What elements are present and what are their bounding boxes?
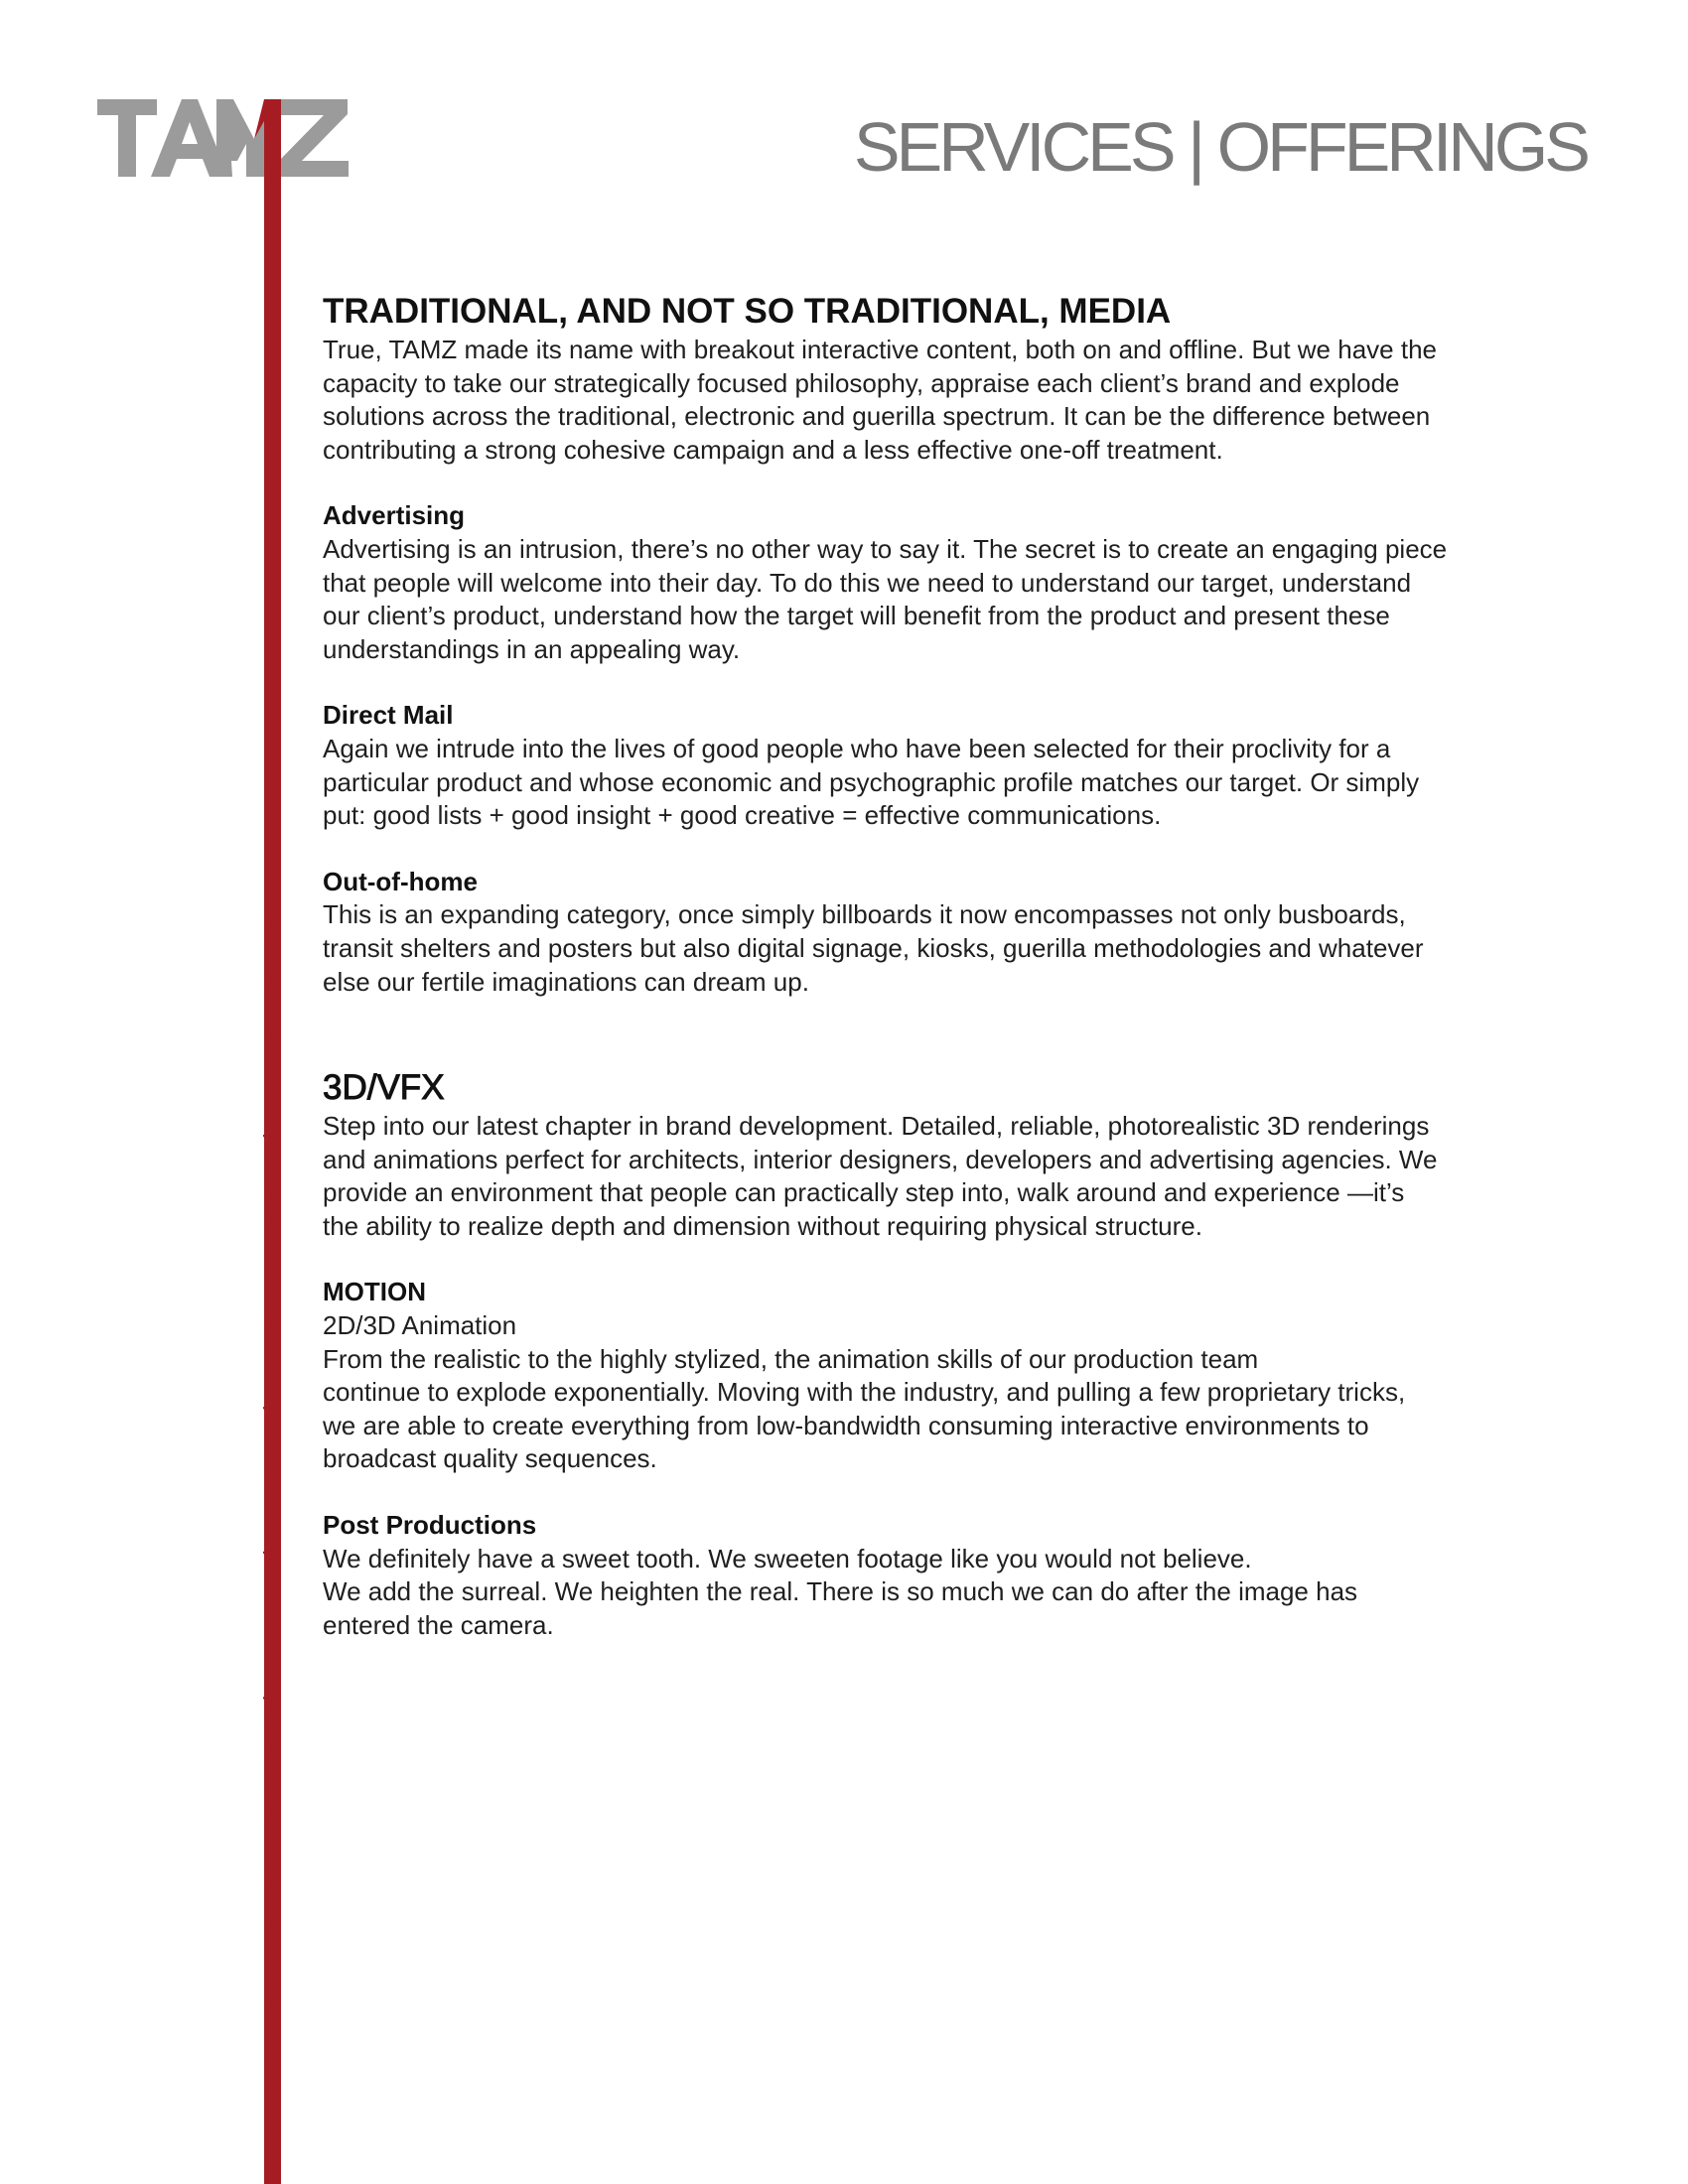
traditional-intro-line: capacity to take our strategically focused philosophy, appraise each client’s brand and explode (323, 367, 1400, 398)
out-of-home-line: transit shelters and posters but also digital signage, kiosks, guerilla methodologies and whatever (323, 932, 1424, 963)
sidebar-contact-info: 2116 TYLER STREET, HOLLYWOOD, FL 33020 | P: 954.347.8741 | F: 954.920.1790 | MTAMZI@TAMZDESIGNS.COM | WWW.TAMZDESIGNS.COM (260, 901, 280, 2089)
motion-text (323, 1343, 1594, 1476)
traditional-intro (323, 334, 1594, 467)
motion-line: continue to explode exponentially. Moving with the industry, and pulling a few proprietary tricks, (323, 1377, 1406, 1408)
advertising-line: our client’s product, understand how the target will benefit from the product and present these (323, 601, 1390, 631)
vfx-intro (323, 1110, 1594, 1243)
out-of-home-line: This is an expanding category, once simply billboards it now encompasses not only busboards, (323, 899, 1406, 930)
subheading-direct-mail: Direct Mail (323, 700, 454, 731)
advertising-text (323, 533, 1594, 666)
advertising-line: understandings in an appealing way. (323, 633, 741, 664)
section-heading-3d-vfx: 3D/VFX (323, 1068, 445, 1108)
post-productions-text (323, 1543, 1594, 1643)
direct-mail-line: particular product and whose economic and psychographic profile matches our target. Or simply (323, 766, 1420, 797)
tamz-logo (97, 99, 351, 179)
out-of-home-line: else our fertile imaginations can dream up. (323, 966, 809, 997)
direct-mail-line: Again we intrude into the lives of good people who have been selected for their proclivity for a (323, 733, 1391, 763)
direct-mail-text (323, 733, 1594, 833)
advertising-line: Advertising is an intrusion, there’s no other way to say it. The secret is to create an engaging piece (323, 533, 1448, 564)
subheading-post-productions: Post Productions (323, 1510, 537, 1541)
advertising-line: that people will welcome into their day. To do this we need to understand our target, understand (323, 567, 1412, 598)
vfx-intro-line: the ability to realize depth and dimension without requiring physical structure. (323, 1210, 1202, 1241)
subheading-motion: MOTION (323, 1277, 426, 1307)
out-of-home-text (323, 898, 1594, 999)
traditional-intro-line: True, TAMZ made its name with breakout interactive content, both on and offline. But we have the (323, 335, 1437, 364)
motion-line: From the realistic to the highly stylized, the animation skills of our production team (323, 1343, 1259, 1374)
tamz-logo-mark (97, 99, 351, 179)
page-title: SERVICES | OFFERINGS (853, 108, 1587, 186)
post-productions-line: We definitely have a sweet tooth. We sweeten footage like you would not believe. (323, 1543, 1252, 1573)
subheading-out-of-home: Out-of-home (323, 866, 478, 896)
vfx-intro-line: provide an environment that people can practically step into, walk around and experience —it’s (323, 1177, 1405, 1208)
motion-line: we are able to create everything from low-bandwidth consuming interactive environments to (323, 1410, 1369, 1440)
section-heading-traditional: TRADITIONAL, AND NOT SO TRADITIONAL, MEDIA (323, 292, 1172, 331)
post-productions-line: entered the camera. (323, 1609, 554, 1640)
main-content (323, 290, 1594, 1642)
direct-mail-line: put: good lists + good insight + good creative = effective communications. (323, 800, 1162, 831)
vfx-intro-line: and animations perfect for architects, interior designers, developers and advertising agencies. We (323, 1144, 1438, 1174)
traditional-intro-line: contributing a strong cohesive campaign and a less effective one-off treatment. (323, 434, 1223, 465)
post-productions-line: We add the surreal. We heighten the real. There is so much we can do after the image has (323, 1576, 1358, 1607)
vfx-intro-line: Step into our latest chapter in brand development. Detailed, reliable, photorealistic 3D renderings (323, 1111, 1430, 1142)
motion-subtitle: 2D/3D Animation (323, 1310, 517, 1341)
traditional-intro-line: solutions across the traditional, electronic and guerilla spectrum. It can be the difference between (323, 401, 1431, 432)
subheading-advertising: Advertising (323, 500, 466, 531)
motion-line: broadcast quality sequences. (323, 1443, 657, 1474)
